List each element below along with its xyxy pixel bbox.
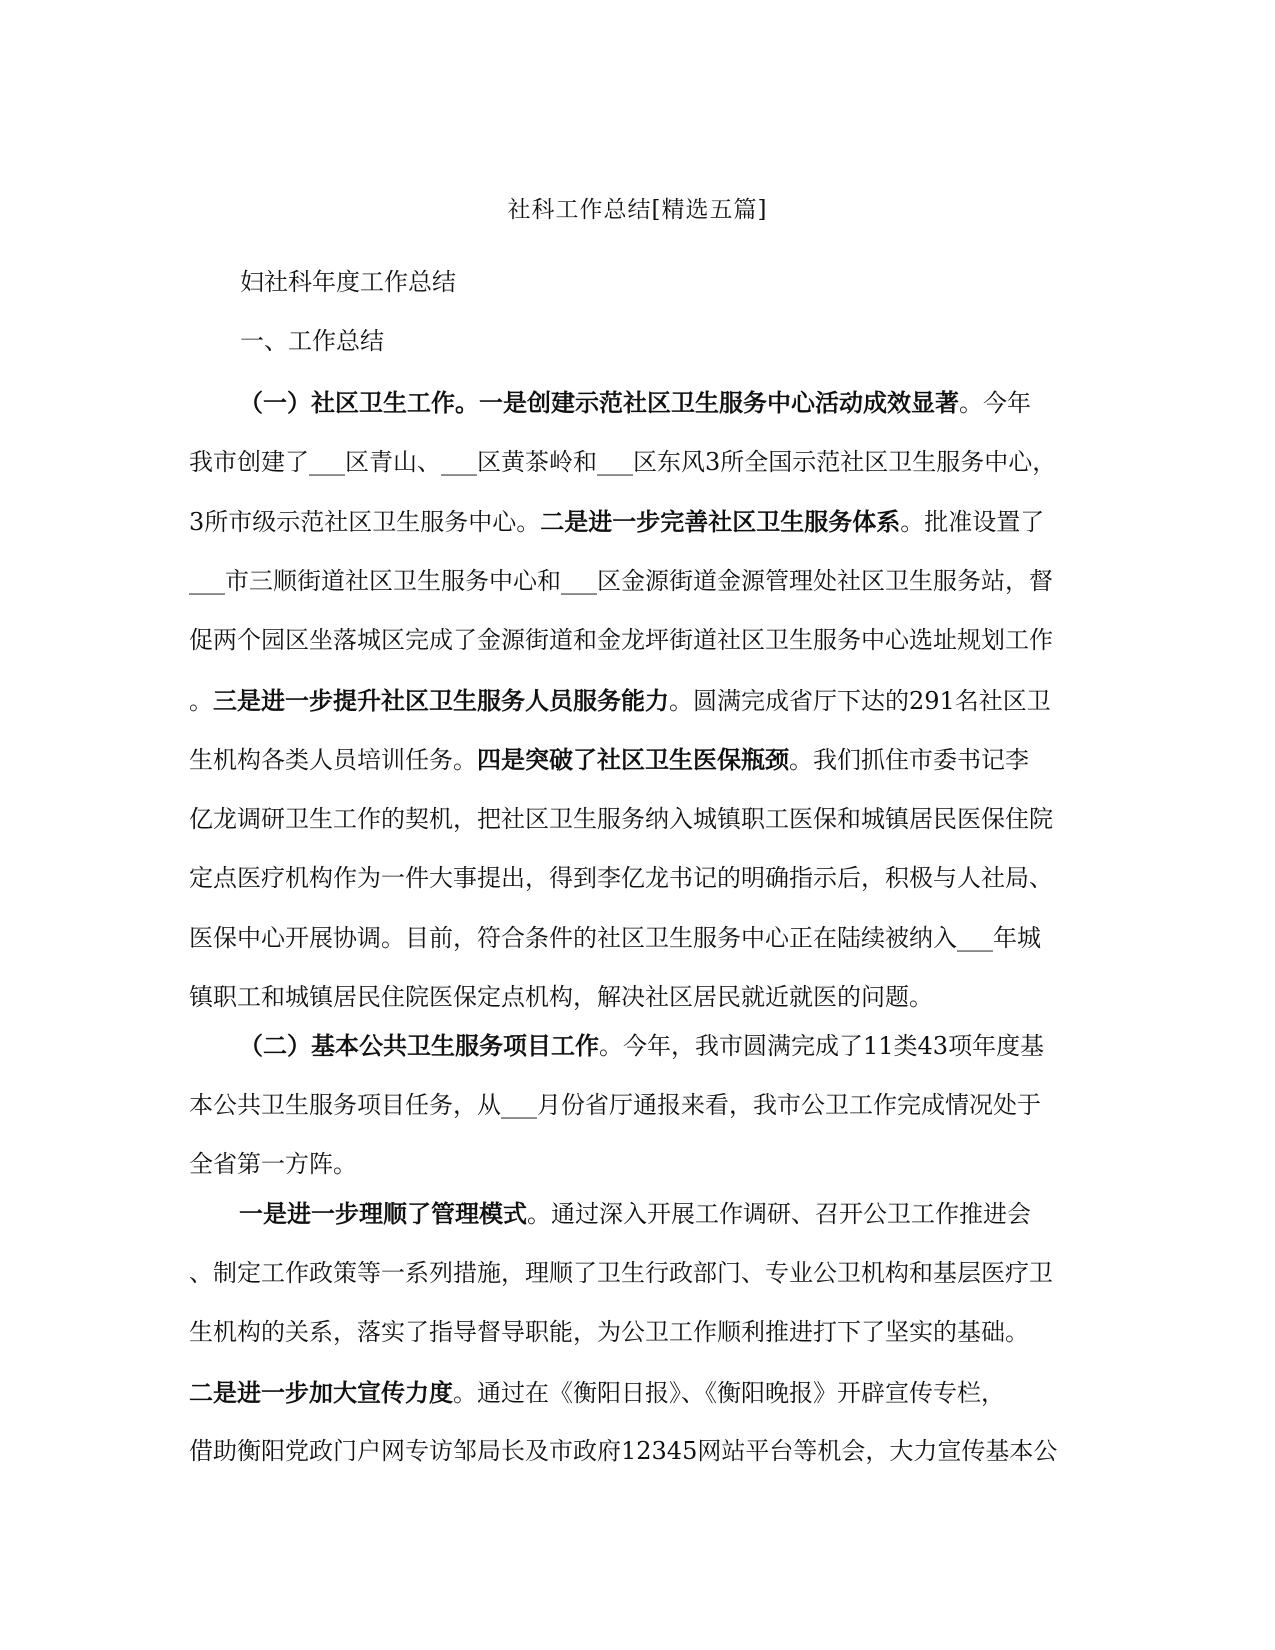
text-run: 。圆满完成省厅下达的291名社区卫 <box>669 686 1051 715</box>
text-line: 借助衡阳党政门户网专访邹局长及市政府12345网站平台等机会，大力宣传基本公 <box>189 1437 1058 1465</box>
text-line <box>189 492 1089 552</box>
text-line <box>189 671 1089 731</box>
bold-text: 三是进一步提升社区卫生服务人员服务能力 <box>213 685 669 715</box>
text-run: 。 <box>189 686 213 715</box>
text-line <box>189 730 1089 790</box>
text-run: 生机构各类人员培训任务。 <box>189 746 477 774</box>
text-run: 。批准设置了 <box>900 508 1045 536</box>
document-subtitle: 妇社科年度工作总结 <box>240 268 456 296</box>
text-line: 生机构的关系，落实了指导督导职能，为公卫工作顺利推进打下了坚实的基础。 <box>189 1318 1029 1346</box>
text-line: 本公共卫生服务项目任务，从___月份省厅通报来看，我市公卫工作完成情况处于 <box>189 1090 1041 1119</box>
paragraph-public-health <box>189 1016 1089 1195</box>
text-run: 。通过在《衡阳日报》、《衡阳晚报》开辟宣传专栏， <box>453 1378 1005 1407</box>
paragraph-community-health <box>189 373 1089 1028</box>
bold-text: （一）社区卫生工作。一是创建示范社区卫生服务中心活动成效显著 <box>239 388 959 417</box>
bold-text: 四是突破了社区卫生医保瓶颈 <box>477 745 789 774</box>
text-run: 3所市级示范社区卫生服务中心。 <box>189 508 541 536</box>
bold-text: 二是进一步完善社区卫生服务体系 <box>540 507 901 536</box>
text-line: 镇职工和城镇居民住院医保定点机构，解决社区居民就近就医的问题。 <box>189 983 933 1011</box>
text-line: 我市创建了___区青山、___区黄茶岭和___区东风3所全国示范社区卫生服务中心， <box>189 447 1057 476</box>
text-line: 医保中心开展协调。目前，符合条件的社区卫生服务中心正在陆续被纳入___年城 <box>189 923 1041 952</box>
bold-text: 二是进一步加大宣传力度 <box>189 1377 453 1407</box>
text-line: 全省第一方阵。 <box>189 1150 357 1178</box>
text-line: 、制定工作政策等一系列措施，理顺了卫生行政部门、专业公卫机构和基层医疗卫 <box>189 1258 1053 1287</box>
document-title: 社科工作总结[精选五篇] <box>507 197 768 223</box>
bold-text: （二）基本公共卫生服务项目工作 <box>239 1031 599 1060</box>
section-heading: 一、工作总结 <box>240 327 384 355</box>
text-line: 亿龙调研卫生工作的契机，把社区卫生服务纳入城镇职工医保和城镇居民医保住院 <box>189 804 1053 833</box>
text-run: 。今年 <box>959 389 1031 417</box>
text-line <box>189 1184 1089 1244</box>
bold-text: 一是进一步理顺了管理模式 <box>239 1199 527 1228</box>
text-run: 。我们抓住市委书记李 <box>789 746 1029 774</box>
text-line <box>189 1363 1089 1423</box>
text-line: 促两个园区坐落城区完成了金源街道和金龙坪街道社区卫生服务中心选址规划工作 <box>189 626 1053 654</box>
text-line <box>189 1016 1089 1076</box>
text-line: 定点医疗机构作为一件大事提出，得到李亿龙书记的明确指示后，积极与人社局、 <box>189 864 1053 892</box>
text-run: 。今年，我市圆满完成了11类43项年度基 <box>599 1032 1045 1060</box>
paragraph-management <box>189 1184 1089 1482</box>
text-line: ___市三顺街道社区卫生服务中心和___区金源街道金源管理处社区卫生服务站，督 <box>189 566 1053 595</box>
text-line <box>189 373 1089 433</box>
text-run: 。通过深入开展工作调研、召开公卫工作推进会 <box>527 1200 1031 1228</box>
